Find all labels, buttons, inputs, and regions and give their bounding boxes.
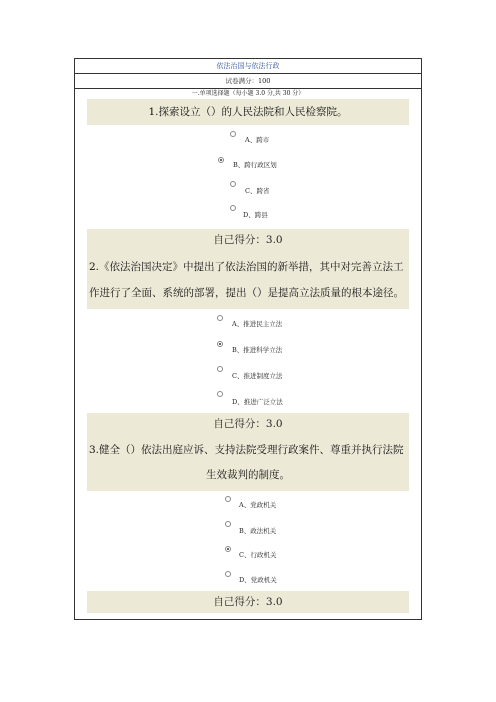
question-2-options <box>87 309 409 413</box>
question-1-score: 自己得分：3.0 <box>87 229 409 251</box>
option-label: B、推进科学立法 <box>232 346 283 354</box>
option-1d[interactable] <box>87 203 409 229</box>
option-label: C、行政机关 <box>239 551 277 559</box>
option-1a[interactable] <box>87 125 409 151</box>
radio-selected-icon[interactable] <box>218 157 224 163</box>
radio-icon[interactable] <box>225 521 231 527</box>
option-1c[interactable] <box>87 177 409 203</box>
option-1b[interactable] <box>87 151 409 177</box>
question-1-text: 1.探索设立（）的人民法院和人民检察院。 <box>87 99 409 125</box>
section-heading: 一.单项选择题（每小题 3.0 分,共 30 分） <box>191 90 305 97</box>
option-label: A、跨市 <box>245 136 270 144</box>
option-2c[interactable] <box>87 361 409 387</box>
option-2b[interactable] <box>87 335 409 361</box>
question-3-text <box>87 435 409 491</box>
option-3a[interactable] <box>87 491 409 517</box>
option-label: B、跨行政区划 <box>233 161 277 169</box>
radio-icon[interactable] <box>230 131 236 137</box>
radio-icon[interactable] <box>217 391 223 397</box>
option-label: D、跨县 <box>243 211 268 219</box>
option-label: C、跨省 <box>245 187 270 195</box>
question-3-score: 自己得分：3.0 <box>87 591 409 613</box>
question-3-options <box>87 491 409 591</box>
radio-icon[interactable] <box>225 571 231 577</box>
radio-icon[interactable] <box>217 315 223 321</box>
question-2-line-1: 2.《依法治国决定》中提出了依法治国的新举措，其中对完善立法工 <box>89 261 404 273</box>
exam-sheet <box>74 58 422 620</box>
option-label: B、政法机关 <box>239 527 277 535</box>
option-3d[interactable] <box>87 569 409 595</box>
option-label: D、党政机关 <box>239 576 277 584</box>
radio-icon[interactable] <box>225 496 231 502</box>
option-label: A、推进民主立法 <box>232 320 283 328</box>
option-2d[interactable] <box>87 387 409 413</box>
radio-selected-icon[interactable] <box>217 341 223 347</box>
question-1-options <box>87 125 409 229</box>
question-2-text <box>87 251 409 309</box>
radio-icon[interactable] <box>217 366 223 372</box>
option-label: D、推进广泛立法 <box>232 398 283 406</box>
question-2-score: 自己得分：3.0 <box>87 413 409 435</box>
radio-icon[interactable] <box>230 181 236 187</box>
option-3b[interactable] <box>87 517 409 543</box>
full-score: 试卷满分：100 <box>75 74 421 89</box>
option-label: C、推进制度立法 <box>232 372 283 380</box>
radio-selected-icon[interactable] <box>225 546 231 552</box>
option-2a[interactable] <box>87 309 409 335</box>
exam-title: 依法治国与依法行政 <box>75 59 421 74</box>
option-label: A、党政机关 <box>239 501 277 509</box>
radio-icon[interactable] <box>230 205 236 211</box>
question-3-line-1: 3.健全（）依法出庭应诉、支持法院受理行政案件、尊重并执行法院 <box>89 444 404 456</box>
question-2-line-2: 作进行了全面、系统的部署，提出（）是提高立法质量的根本途径。 <box>89 287 404 299</box>
question-3-line-2: 生效裁判的制度。 <box>206 469 290 481</box>
option-3c[interactable] <box>87 543 409 569</box>
